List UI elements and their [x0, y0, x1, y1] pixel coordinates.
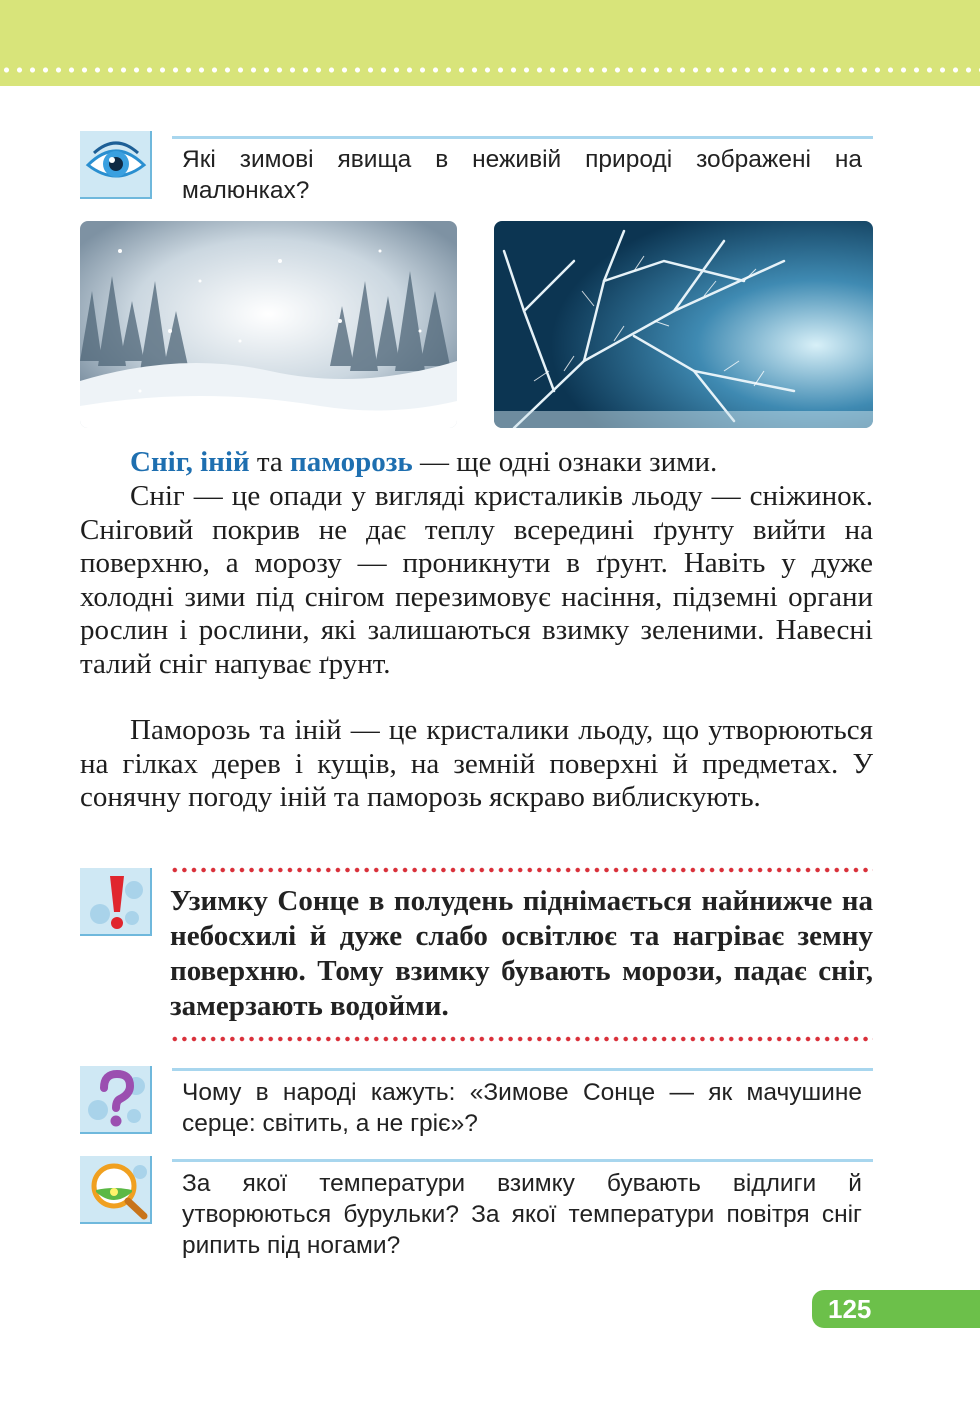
intro-connector: та [249, 446, 291, 478]
exclamation-icon [80, 868, 152, 936]
intro-paragraph [80, 446, 873, 480]
page-number: 125 [828, 1294, 872, 1324]
question-text: Чому в народі кажуть: «Зимове Сонце — як мачушине серце: світить, а не гріє»? [182, 1079, 862, 1137]
observe-rule [172, 136, 873, 139]
explore-rule [172, 1159, 873, 1162]
eye-icon [80, 131, 152, 199]
term-snow-hoarfrost: Сніг, іній [130, 446, 250, 478]
question-icon-box [80, 1066, 152, 1134]
eye-icon-box [80, 131, 152, 199]
important-bottom-dotted-line [170, 1036, 873, 1042]
observe-question: Які зимові явища в неживій природі зображені на малюнках? [182, 146, 862, 204]
question-mark-icon [80, 1066, 152, 1134]
important-icon-box [80, 868, 152, 936]
important-top-dotted-line [170, 867, 873, 873]
frost-paragraph: Паморозь та іній — це кристалики льоду, що утворюються на гілках дерев і кущів, на земній поверхні й предметах. У сонячну погоду іній та паморозь яскраво виблискують. [80, 714, 873, 813]
header-dotted-line [0, 66, 980, 74]
explore-text: За якої температури взимку бувають відлиги й утворюються бурульки? За якої температури повітря сніг рипить під ногами? [182, 1170, 862, 1259]
term-rime: паморозь [290, 446, 413, 478]
important-text: Узимку Сонце в полудень піднімається найнижче на небосхилі й дуже слабо освітлює та нагріває земну поверхню. Тому взимку бувають морози, падає сніг, замерзають водойми. [170, 885, 873, 1022]
explore-icon-box [80, 1156, 152, 1224]
intro-rest: — ще одні ознаки зими. [412, 446, 718, 478]
snowfall-photo [80, 221, 457, 428]
question-rule [172, 1068, 873, 1071]
hoarfrost-branches-photo [494, 221, 873, 428]
snow-paragraph: Сніг — це опади у вигляді кристаликів льоду — сніжинок. Сніговий покрив не дає теплу всередині ґрунту вийти на поверхню, а морозу — проникнути в ґрунт. Навіть у дуже холодні зими під снігом перезимовує насіння, підземні органи рослин і рослини, які залишаються взимку зеленими. Навесні талий сніг напуває ґрунт. [80, 480, 873, 680]
magnifier-icon [80, 1156, 152, 1224]
